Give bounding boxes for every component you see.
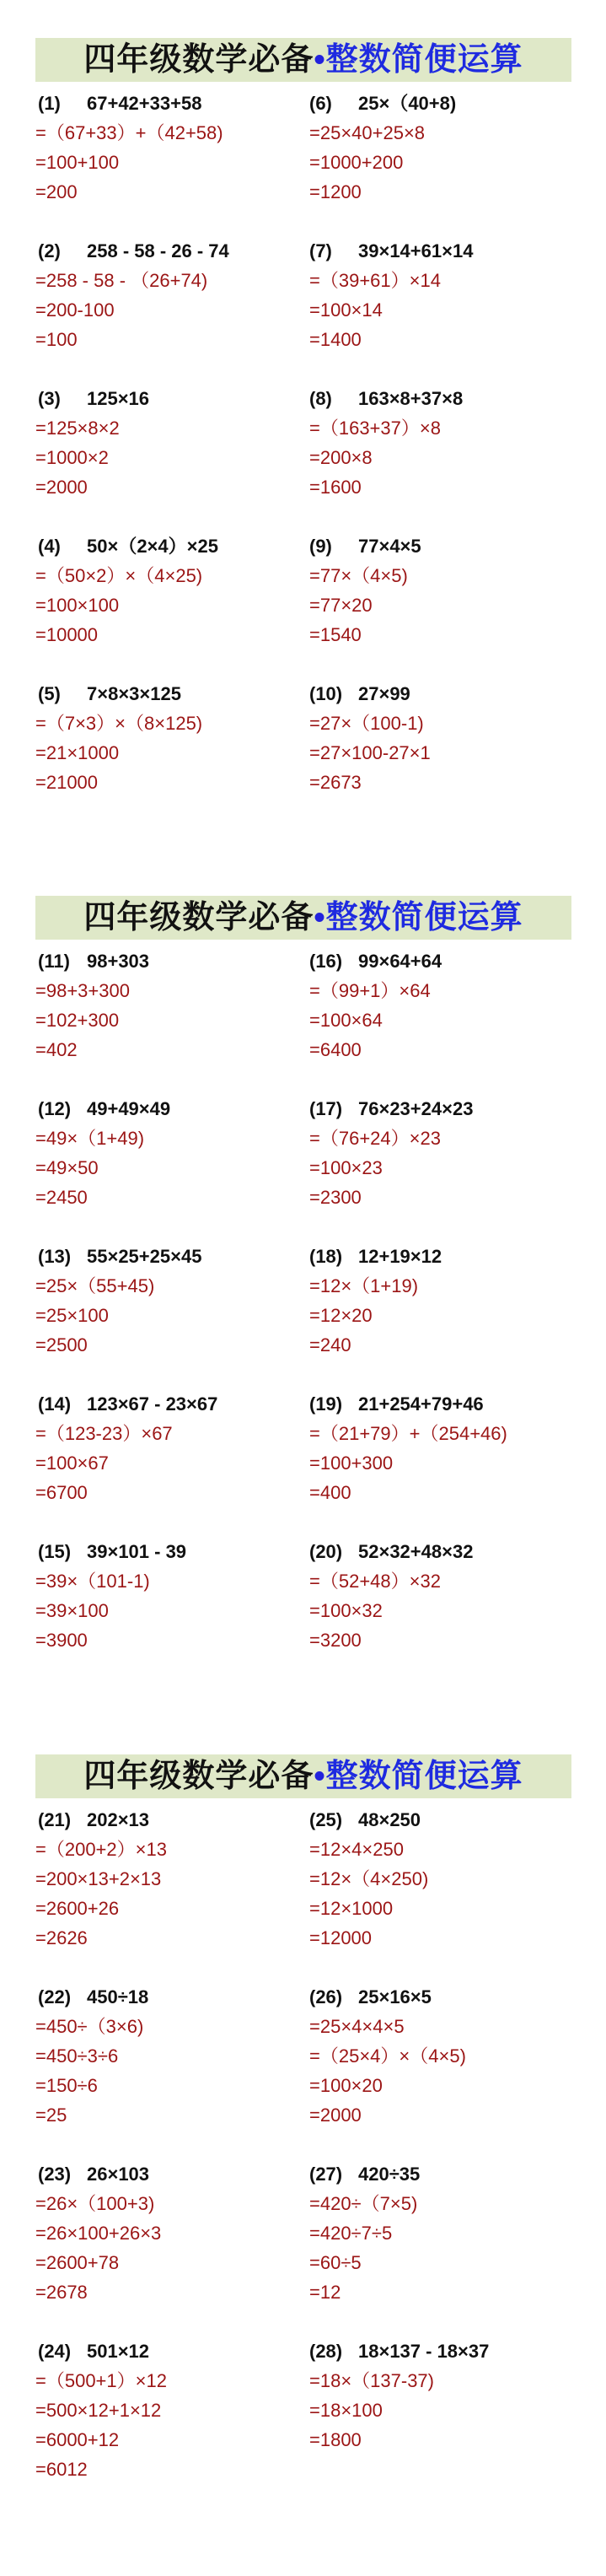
solution-step: =100+300 — [309, 1452, 394, 1474]
problem-expression: 258 - 58 - 26 - 74 — [87, 240, 229, 261]
problem-number: (2) — [38, 240, 61, 261]
solution-step: =12×4×250 — [309, 1839, 404, 1860]
solution-step: =60÷5 — [309, 2252, 362, 2273]
solution-step: =（500+1）×12 — [35, 2370, 167, 2391]
problem-question — [38, 384, 309, 413]
problem-expression: 39×14+61×14 — [358, 240, 474, 261]
solution-step: =2673 — [309, 772, 362, 793]
solution-step: =200×8 — [309, 447, 373, 468]
solution-step: =402 — [35, 1039, 78, 1060]
title-bullet: • — [314, 1759, 326, 1794]
problem-item — [309, 1982, 606, 2159]
problem-expression: 25×16×5 — [358, 1986, 432, 2007]
problem-expression: 98+303 — [87, 951, 150, 972]
problem-number: (15) — [38, 1541, 72, 1562]
solution-step: =1600 — [309, 477, 362, 498]
solution-step: =200×13+2×13 — [35, 1868, 162, 1889]
problem-expression: 123×67 - 23×67 — [87, 1393, 218, 1415]
solution-step: =2600+26 — [35, 1898, 120, 1919]
problem-number: (28) — [309, 2341, 343, 2362]
solution-step: =1200 — [309, 181, 362, 202]
solution-step: =100×64 — [309, 1010, 383, 1031]
solution-step: =49×（1+49) — [35, 1128, 145, 1149]
solution-step: =21×1000 — [35, 742, 120, 763]
problem-expression: 202×13 — [87, 1809, 150, 1830]
solution-step: =（163+37）×8 — [309, 418, 441, 439]
problem-number: (3) — [38, 388, 61, 409]
problem-expression: 420÷35 — [358, 2164, 421, 2185]
problem-expression: 52×32+48×32 — [358, 1541, 474, 1562]
problem-question — [38, 946, 309, 976]
solution-step: =12×（4×250) — [309, 1868, 429, 1889]
solution-step: =258 - 58 - （26+74) — [35, 270, 208, 291]
problem-number: (18) — [309, 1246, 343, 1267]
problem-expression: 49+49×49 — [87, 1098, 171, 1119]
problem-expression: 7×8×3×125 — [87, 683, 181, 704]
solution-step: =39×（101-1) — [35, 1571, 150, 1592]
title-main: 四年级数学必备 — [83, 900, 314, 935]
problem-number: (27) — [309, 2164, 343, 2185]
problem-question — [309, 2159, 606, 2189]
solution-step: =100×32 — [309, 1600, 383, 1621]
solution-step: =12×1000 — [309, 1898, 394, 1919]
problem-number: (24) — [38, 2341, 72, 2362]
problem-number: (1) — [38, 93, 61, 114]
problem-expression: 27×99 — [358, 683, 410, 704]
problem-number: (11) — [38, 951, 70, 972]
solution-step: =2600+78 — [35, 2252, 120, 2273]
problem-item — [309, 1389, 606, 1537]
solution-step: =（200+2）×13 — [35, 1839, 167, 1860]
problem-question — [309, 679, 606, 709]
solution-step: =2678 — [35, 2282, 88, 2303]
section-title-banner — [35, 1754, 571, 1798]
problem-question — [38, 1094, 309, 1124]
solution-step: =200 — [35, 181, 78, 202]
title-bullet: • — [314, 900, 326, 935]
problem-question — [38, 1389, 309, 1419]
problem-expression: 21+254+79+46 — [358, 1393, 484, 1415]
problem-expression: 39×101 - 39 — [87, 1541, 187, 1562]
problem-expression: 99×64+64 — [358, 951, 442, 972]
problem-question — [38, 2159, 309, 2189]
solution-step: =2000 — [309, 2104, 362, 2126]
solution-step: =21000 — [35, 772, 99, 793]
problem-expression: 50×（2×4）×25 — [87, 536, 218, 557]
problem-item — [0, 1242, 309, 1389]
problem-item — [0, 1094, 309, 1242]
problem-expression: 501×12 — [87, 2341, 150, 2362]
problem-question — [309, 89, 606, 118]
problem-question — [38, 1242, 309, 1271]
solution-step: =100×100 — [35, 595, 120, 616]
solution-step: =（123-23）×67 — [35, 1423, 173, 1444]
solution-step: =450÷（3×6) — [35, 2016, 144, 2037]
solution-step: =6400 — [309, 1039, 362, 1060]
problem-item — [309, 1242, 606, 1389]
solution-step: =450÷3÷6 — [35, 2045, 119, 2067]
problem-item — [0, 89, 309, 236]
solution-step: =100×14 — [309, 299, 383, 321]
solution-step: =（67+33）+（42+58) — [35, 122, 223, 143]
problem-question — [38, 89, 309, 118]
solution-step: =6700 — [35, 1482, 88, 1503]
solution-step: =39×100 — [35, 1600, 109, 1621]
solution-step: =420÷7÷5 — [309, 2223, 393, 2244]
problem-number: (26) — [309, 1986, 343, 2007]
problem-number: (9) — [309, 536, 332, 557]
solution-step: =1000×2 — [35, 447, 109, 468]
problem-question — [309, 1537, 606, 1566]
solution-step: =240 — [309, 1334, 351, 1355]
solution-step: =（76+24）×23 — [309, 1128, 441, 1149]
solution-step: =12×（1+19) — [309, 1275, 419, 1296]
problem-item — [0, 1805, 309, 1982]
solution-step: =12000 — [309, 1927, 373, 1948]
solution-step: =（7×3）×（8×125) — [35, 713, 203, 734]
problem-question — [38, 236, 309, 266]
problem-item — [0, 1389, 309, 1537]
problem-question — [309, 1094, 606, 1124]
problem-item — [0, 384, 309, 531]
problem-number: (10) — [309, 683, 343, 704]
problem-item — [0, 2336, 309, 2514]
problem-number: (20) — [309, 1541, 343, 1562]
problem-expression: 77×4×5 — [358, 536, 421, 557]
problem-expression: 18×137 - 18×37 — [358, 2341, 490, 2362]
problem-item — [309, 1537, 606, 1684]
solution-step: =1400 — [309, 329, 362, 350]
solution-step: =400 — [309, 1482, 351, 1503]
solution-step: =77×（4×5) — [309, 565, 408, 586]
solution-step: =2626 — [35, 1927, 88, 1948]
problem-question — [38, 2336, 309, 2366]
problem-expression: 48×250 — [358, 1809, 421, 1830]
solution-step: =102+300 — [35, 1010, 120, 1031]
problem-number: (22) — [38, 1986, 72, 2007]
solution-step: =100+100 — [35, 152, 120, 173]
problem-number: (14) — [38, 1393, 72, 1415]
problem-question — [309, 1389, 606, 1419]
problem-number: (5) — [38, 683, 61, 704]
title-main: 四年级数学必备 — [83, 1759, 314, 1794]
title-bullet: • — [314, 42, 326, 78]
solution-step: =10000 — [35, 624, 99, 645]
problem-item — [0, 531, 309, 679]
solution-step: =1800 — [309, 2429, 362, 2450]
problem-item — [309, 89, 606, 236]
problem-expression: 12+19×12 — [358, 1246, 442, 1267]
solution-step: =2000 — [35, 477, 88, 498]
solution-step: =（50×2）×（4×25) — [35, 565, 203, 586]
problem-number: (21) — [38, 1809, 72, 1830]
solution-step: =2500 — [35, 1334, 88, 1355]
solution-step: =12×20 — [309, 1305, 373, 1326]
solution-step: =49×50 — [35, 1157, 99, 1178]
solution-step: =125×8×2 — [35, 418, 120, 439]
problem-question — [309, 1982, 606, 2012]
problem-expression: 26×103 — [87, 2164, 150, 2185]
problem-expression: 67+42+33+58 — [87, 93, 202, 114]
solution-step: =98+3+300 — [35, 980, 130, 1001]
solution-step: =100×23 — [309, 1157, 383, 1178]
solution-step: =（25×4）×（4×5) — [309, 2045, 466, 2067]
problem-question — [38, 1537, 309, 1566]
problem-expression: 25×（40+8) — [358, 93, 457, 114]
problem-number: (6) — [309, 93, 332, 114]
solution-step: =27×100-27×1 — [309, 742, 431, 763]
solution-step: =100×67 — [35, 1452, 109, 1474]
solution-step: =500×12+1×12 — [35, 2400, 162, 2421]
solution-step: =3200 — [309, 1630, 362, 1651]
problem-item — [0, 946, 309, 1094]
title-topic: 整数简便运算 — [325, 900, 523, 935]
solution-step: =3900 — [35, 1630, 88, 1651]
solution-step: =6000+12 — [35, 2429, 120, 2450]
solution-step: =26×100+26×3 — [35, 2223, 162, 2244]
problem-item — [309, 946, 606, 1094]
problem-item — [0, 2159, 309, 2336]
problem-number: (23) — [38, 2164, 72, 2185]
problem-number: (8) — [309, 388, 332, 409]
solution-step: =100 — [35, 329, 78, 350]
problem-question — [309, 1242, 606, 1271]
solution-step: =25×（55+45) — [35, 1275, 155, 1296]
problem-item — [309, 531, 606, 679]
problem-item — [0, 1537, 309, 1684]
problem-grid — [0, 946, 606, 1684]
problem-expression: 55×25+25×45 — [87, 1246, 202, 1267]
problem-question — [309, 531, 606, 561]
solution-step: =（99+1）×64 — [309, 980, 431, 1001]
solution-step: =18×（137-37) — [309, 2370, 434, 2391]
problem-number: (13) — [38, 1246, 72, 1267]
solution-step: =100×20 — [309, 2075, 383, 2096]
solution-step: =1000+200 — [309, 152, 404, 173]
title-topic: 整数简便运算 — [325, 42, 523, 78]
problem-item — [0, 1982, 309, 2159]
problem-number: (19) — [309, 1393, 343, 1415]
problem-item — [309, 2159, 606, 2336]
solution-step: =12 — [309, 2282, 341, 2303]
problem-number: (17) — [309, 1098, 343, 1119]
problem-item — [309, 384, 606, 531]
solution-step: =2300 — [309, 1187, 362, 1208]
problem-question — [38, 1982, 309, 2012]
solution-step: =150÷6 — [35, 2075, 98, 2096]
solution-step: =（21+79）+（254+46) — [309, 1423, 507, 1444]
solution-step: =200-100 — [35, 299, 115, 321]
title-main: 四年级数学必备 — [83, 42, 314, 78]
solution-step: =（52+48）×32 — [309, 1571, 441, 1592]
solution-step: =77×20 — [309, 595, 373, 616]
solution-step: =420÷（7×5) — [309, 2193, 418, 2214]
problem-grid — [0, 1805, 606, 2514]
section-title-banner — [35, 896, 571, 940]
title-topic: 整数简便运算 — [325, 1759, 523, 1794]
problem-question — [309, 1805, 606, 1835]
problem-question — [309, 2336, 606, 2366]
problem-expression: 163×8+37×8 — [358, 388, 464, 409]
problem-number: (12) — [38, 1098, 72, 1119]
problem-item — [309, 236, 606, 384]
problem-number: (4) — [38, 536, 61, 557]
section-title-banner — [35, 38, 571, 82]
solution-step: =18×100 — [309, 2400, 383, 2421]
problem-item — [309, 679, 606, 827]
problem-question — [309, 236, 606, 266]
solution-step: =26×（100+3) — [35, 2193, 155, 2214]
solution-step: =25×40+25×8 — [309, 122, 426, 143]
problem-item — [309, 1805, 606, 1982]
problem-expression: 76×23+24×23 — [358, 1098, 474, 1119]
problem-question — [38, 531, 309, 561]
problem-expression: 450÷18 — [87, 1986, 149, 2007]
problem-question — [38, 1805, 309, 1835]
solution-step: =27×（100-1) — [309, 713, 424, 734]
problem-question — [309, 946, 606, 976]
problem-item — [0, 236, 309, 384]
problem-item — [309, 2336, 606, 2514]
solution-step: =2450 — [35, 1187, 88, 1208]
solution-step: =（39+61）×14 — [309, 270, 441, 291]
problem-question — [38, 679, 309, 709]
problem-number: (16) — [309, 951, 343, 972]
problem-expression: 125×16 — [87, 388, 150, 409]
problem-item — [309, 1094, 606, 1242]
problem-grid — [0, 89, 606, 827]
solution-step: =6012 — [35, 2459, 88, 2480]
solution-step: =1540 — [309, 624, 362, 645]
problem-number: (7) — [309, 240, 332, 261]
problem-number: (25) — [309, 1809, 343, 1830]
solution-step: =25 — [35, 2104, 67, 2126]
problem-question — [309, 384, 606, 413]
solution-step: =25×4×4×5 — [309, 2016, 405, 2037]
problem-item — [0, 679, 309, 827]
solution-step: =25×100 — [35, 1305, 109, 1326]
